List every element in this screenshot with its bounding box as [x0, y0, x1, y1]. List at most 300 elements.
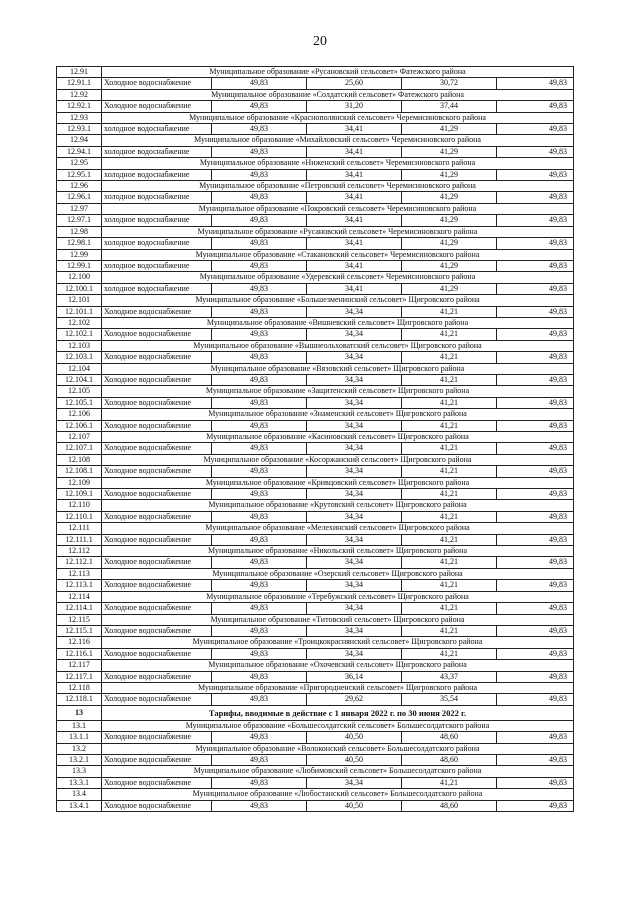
municipality-row [57, 317, 574, 328]
tariff-value: 49,83 [212, 306, 307, 317]
municipality-title: Муниципальное образование «Любимовский сельсовет» Большесолдатского района [102, 766, 574, 777]
row-code: 12.99 [57, 249, 102, 260]
row-code: 12.115 [57, 614, 102, 625]
table-row [57, 78, 574, 89]
tariff-value: 49,83 [497, 580, 574, 591]
section-row [57, 705, 574, 720]
municipality-title: Муниципальное образование «Озерский сельсовет» Щигровского района [102, 568, 574, 579]
row-code: 12.98 [57, 226, 102, 237]
tariff-value: 34,34 [307, 648, 402, 659]
service-name: Холодное водоснабжение [102, 466, 212, 477]
tariff-value: 34,41 [307, 192, 402, 203]
municipality-row [57, 340, 574, 351]
tariff-value: 34,34 [307, 306, 402, 317]
tariff-value: 49,83 [212, 777, 307, 788]
tariff-value: 49,83 [497, 146, 574, 157]
municipality-title: Муниципальное образование «Вязовский сельсовет» Щигровского района [102, 363, 574, 374]
municipality-title: Муниципальное образование «Солдатский сельсовет» Фатежского района [102, 89, 574, 100]
row-code: 12.93 [57, 112, 102, 123]
tariff-value: 49,83 [497, 557, 574, 568]
municipality-title: Муниципальное образование «Титовский сельсовет» Щигровского района [102, 614, 574, 625]
table-row [57, 238, 574, 249]
municipality-row [57, 203, 574, 214]
tariff-value: 49,83 [212, 443, 307, 454]
municipality-title: Муниципальное образование «Троицкокраснянский сельсовет» Щигровского района [102, 637, 574, 648]
tariff-value: 49,83 [212, 754, 307, 765]
service-name: Холодное водоснабжение [102, 557, 212, 568]
tariff-value: 34,34 [307, 397, 402, 408]
tariff-value: 34,34 [307, 466, 402, 477]
row-code: 12.108.1 [57, 466, 102, 477]
municipality-title: Муниципальное образование «Русановский сельсовет» Черемисиновского района [102, 226, 574, 237]
tariff-value: 31,20 [307, 101, 402, 112]
table-row [57, 306, 574, 317]
tariff-value: 40,50 [307, 732, 402, 743]
tariff-value: 43,37 [402, 671, 497, 682]
tariff-value: 41,29 [402, 238, 497, 249]
tariff-value: 49,83 [212, 78, 307, 89]
table-row [57, 101, 574, 112]
tariff-value: 48,60 [402, 800, 497, 811]
municipality-row [57, 614, 574, 625]
municipality-title: Муниципальное образование «Удеревский сельсовет» Черемисиновского района [102, 272, 574, 283]
service-name: Холодное водоснабжение [102, 694, 212, 705]
tariff-value: 34,41 [307, 238, 402, 249]
row-code: 13.4 [57, 789, 102, 800]
municipality-title: Муниципальное образование «Пригородненский сельсовет» Щигровского района [102, 682, 574, 693]
tariff-value: 49,83 [497, 352, 574, 363]
tariff-value: 34,34 [307, 603, 402, 614]
municipality-title: Муниципальное образование «Ниженский сельсовет» Черемисиновского района [102, 158, 574, 169]
table-row [57, 352, 574, 363]
row-code: 12.112.1 [57, 557, 102, 568]
row-code: 12.118 [57, 682, 102, 693]
municipality-row [57, 789, 574, 800]
municipality-row [57, 660, 574, 671]
service-name: Холодное водоснабжение [102, 420, 212, 431]
service-name: Холодное водоснабжение [102, 101, 212, 112]
service-name: Холодное водоснабжение [102, 534, 212, 545]
row-code: 12.107.1 [57, 443, 102, 454]
row-code: 12.110.1 [57, 511, 102, 522]
row-code: 12.113.1 [57, 580, 102, 591]
tariff-value: 41,21 [402, 603, 497, 614]
tariff-value: 49,83 [212, 101, 307, 112]
table-row [57, 511, 574, 522]
municipality-row [57, 181, 574, 192]
tariff-value: 41,29 [402, 169, 497, 180]
tariff-value: 34,34 [307, 534, 402, 545]
row-code: 12.116 [57, 637, 102, 648]
row-code: 12.91.1 [57, 78, 102, 89]
municipality-title: Муниципальное образование «Косоржанский сельсовет» Щигровского района [102, 454, 574, 465]
tariff-value: 41,21 [402, 466, 497, 477]
municipality-title: Муниципальное образование «Знаменский сельсовет» Щигровского района [102, 409, 574, 420]
tariff-value: 49,83 [497, 420, 574, 431]
tariff-value: 41,21 [402, 352, 497, 363]
tariff-value: 49,83 [212, 238, 307, 249]
row-code: 12.96 [57, 181, 102, 192]
municipality-title: Муниципальное образование «Стакановский сельсовет» Черемисиновского района [102, 249, 574, 260]
tariff-value: 34,34 [307, 420, 402, 431]
tariff-table-body [57, 67, 574, 812]
municipality-row [57, 386, 574, 397]
tariff-value: 49,83 [497, 625, 574, 636]
tariff-value: 41,29 [402, 215, 497, 226]
tariff-value: 34,41 [307, 146, 402, 157]
tariff-value: 49,83 [212, 694, 307, 705]
tariff-value: 49,83 [497, 534, 574, 545]
tariff-value: 41,21 [402, 374, 497, 385]
table-row [57, 420, 574, 431]
service-name: Холодное водоснабжение [102, 397, 212, 408]
row-code: 13.1.1 [57, 732, 102, 743]
row-code: 12.117 [57, 660, 102, 671]
table-row [57, 580, 574, 591]
tariff-value: 34,34 [307, 580, 402, 591]
tariff-value: 49,83 [212, 580, 307, 591]
tariff-value: 34,34 [307, 329, 402, 340]
tariff-table [56, 66, 574, 812]
row-code: 13.4.1 [57, 800, 102, 811]
table-row [57, 603, 574, 614]
row-code: 12.104 [57, 363, 102, 374]
municipality-title: Муниципальное образование «Волоконский сельсовет» Большесолдатского района [102, 743, 574, 754]
municipality-title: Муниципальное образование «Кривцовский сельсовет» Щигровского района [102, 477, 574, 488]
row-code: 12.102.1 [57, 329, 102, 340]
service-name: холодное водоснабжение [102, 215, 212, 226]
service-name: Холодное водоснабжение [102, 648, 212, 659]
tariff-value: 34,41 [307, 215, 402, 226]
row-code: 12.112 [57, 546, 102, 557]
tariff-value: 41,29 [402, 260, 497, 271]
municipality-title: Муниципальное образование «Покровский сельсовет» Черемисиновского района [102, 203, 574, 214]
tariff-value: 41,21 [402, 648, 497, 659]
tariff-value: 34,34 [307, 777, 402, 788]
tariff-value: 40,50 [307, 754, 402, 765]
tariff-value: 49,83 [497, 443, 574, 454]
tariff-value: 34,41 [307, 124, 402, 135]
row-code: 12.116.1 [57, 648, 102, 659]
municipality-row [57, 500, 574, 511]
tariff-value: 49,83 [212, 397, 307, 408]
table-row [57, 443, 574, 454]
tariff-value: 49,83 [497, 671, 574, 682]
municipality-row [57, 591, 574, 602]
tariff-value: 30,72 [402, 78, 497, 89]
municipality-title: Муниципальное образование «Русановский сельсовет» Фатежского района [102, 67, 574, 78]
tariff-value: 34,41 [307, 260, 402, 271]
row-code: 12.105 [57, 386, 102, 397]
municipality-row [57, 272, 574, 283]
tariff-value: 41,21 [402, 580, 497, 591]
service-name: Холодное водоснабжение [102, 732, 212, 743]
tariff-value: 49,83 [212, 352, 307, 363]
tariff-value: 49,83 [212, 329, 307, 340]
row-code: 12.107 [57, 432, 102, 443]
row-code: 13.1 [57, 720, 102, 731]
municipality-title: Муниципальное образование «Никольский сельсовет» Щигровского района [102, 546, 574, 557]
tariff-value: 49,83 [212, 625, 307, 636]
municipality-title: Муниципальное образование «Любостанский сельсовет» Большесолдатского района [102, 789, 574, 800]
tariff-value: 49,83 [212, 466, 307, 477]
tariff-value: 49,83 [497, 192, 574, 203]
tariff-value: 49,83 [497, 603, 574, 614]
municipality-row [57, 295, 574, 306]
service-name: Холодное водоснабжение [102, 78, 212, 89]
municipality-row [57, 682, 574, 693]
tariff-value: 41,21 [402, 511, 497, 522]
tariff-value: 41,29 [402, 146, 497, 157]
tariff-value: 34,34 [307, 443, 402, 454]
row-code: 12.96.1 [57, 192, 102, 203]
service-name: Холодное водоснабжение [102, 777, 212, 788]
service-name: холодное водоснабжение [102, 260, 212, 271]
table-row [57, 489, 574, 500]
tariff-value: 49,83 [212, 420, 307, 431]
table-row [57, 329, 574, 340]
service-name: Холодное водоснабжение [102, 511, 212, 522]
municipality-row [57, 363, 574, 374]
tariff-value: 49,83 [497, 215, 574, 226]
municipality-row [57, 409, 574, 420]
tariff-value: 49,83 [212, 534, 307, 545]
row-code: 12.104.1 [57, 374, 102, 385]
table-row [57, 625, 574, 636]
table-row [57, 192, 574, 203]
table-row [57, 215, 574, 226]
row-code: 12.102 [57, 317, 102, 328]
tariff-value: 49,83 [212, 557, 307, 568]
service-name: Холодное водоснабжение [102, 671, 212, 682]
row-code: 12.101.1 [57, 306, 102, 317]
row-code: 12.111 [57, 523, 102, 534]
row-code: 12.97 [57, 203, 102, 214]
municipality-row [57, 477, 574, 488]
tariff-value: 49,83 [497, 124, 574, 135]
row-code: 12.92.1 [57, 101, 102, 112]
tariff-value: 41,21 [402, 306, 497, 317]
row-code: 12.118.1 [57, 694, 102, 705]
table-row [57, 169, 574, 180]
row-code: 12.106.1 [57, 420, 102, 431]
table-row [57, 648, 574, 659]
tariff-value: 41,21 [402, 329, 497, 340]
row-code: 12.101 [57, 295, 102, 306]
municipality-title: Муниципальное образование «Большезменинский сельсовет» Щигровского района [102, 295, 574, 306]
tariff-value: 49,83 [497, 374, 574, 385]
tariff-value: 49,83 [497, 489, 574, 500]
service-name: Холодное водоснабжение [102, 800, 212, 811]
municipality-title: Муниципальное образование «Петровский сельсовет» Черемисиновского района [102, 181, 574, 192]
service-name: холодное водоснабжение [102, 238, 212, 249]
tariff-value: 49,83 [497, 306, 574, 317]
tariff-value: 41,21 [402, 397, 497, 408]
municipality-title: Муниципальное образование «Вишневский сельсовет» Щигровского района [102, 317, 574, 328]
tariff-value: 41,29 [402, 124, 497, 135]
tariff-value: 49,83 [497, 800, 574, 811]
tariff-value: 49,83 [212, 671, 307, 682]
tariff-value: 49,83 [497, 732, 574, 743]
tariff-value: 49,83 [497, 329, 574, 340]
tariff-value: 48,60 [402, 732, 497, 743]
tariff-value: 49,83 [497, 260, 574, 271]
tariff-value: 34,34 [307, 625, 402, 636]
tariff-value: 25,60 [307, 78, 402, 89]
tariff-value: 34,34 [307, 511, 402, 522]
tariff-value: 49,83 [212, 260, 307, 271]
row-code: 12.100.1 [57, 283, 102, 294]
municipality-row [57, 432, 574, 443]
row-code: 12.97.1 [57, 215, 102, 226]
row-code: 12.115.1 [57, 625, 102, 636]
tariff-value: 41,21 [402, 534, 497, 545]
tariff-value: 49,83 [497, 283, 574, 294]
row-code: 12.92 [57, 89, 102, 100]
tariff-value: 49,83 [212, 192, 307, 203]
row-code: 13.2.1 [57, 754, 102, 765]
municipality-row [57, 637, 574, 648]
service-name: холодное водоснабжение [102, 192, 212, 203]
table-row [57, 124, 574, 135]
tariff-value: 48,60 [402, 754, 497, 765]
municipality-title: Муниципальное образование «Защитенский сельсовет» Щигровского района [102, 386, 574, 397]
municipality-title: Муниципальное образование «Касиновский сельсовет» Щигровского района [102, 432, 574, 443]
row-code: 12.113 [57, 568, 102, 579]
row-code: 12.100 [57, 272, 102, 283]
tariff-value: 49,83 [212, 283, 307, 294]
row-code: 12.91 [57, 67, 102, 78]
table-row [57, 283, 574, 294]
row-code: 12.105.1 [57, 397, 102, 408]
tariff-value: 34,34 [307, 374, 402, 385]
table-row [57, 732, 574, 743]
row-code: 12.94.1 [57, 146, 102, 157]
row-code: 12.103.1 [57, 352, 102, 363]
municipality-title: Муниципальное образование «Крутовский сельсовет» Щигровского района [102, 500, 574, 511]
row-code: 12.106 [57, 409, 102, 420]
service-name: холодное водоснабжение [102, 146, 212, 157]
service-name: холодное водоснабжение [102, 124, 212, 135]
municipality-row [57, 454, 574, 465]
row-code: 12.111.1 [57, 534, 102, 545]
municipality-row [57, 523, 574, 534]
row-code: 13.3 [57, 766, 102, 777]
municipality-title: Муниципальное образование «Вышнеольховатский сельсовет» Щигровского района [102, 340, 574, 351]
tariff-value: 49,83 [497, 777, 574, 788]
municipality-title: Муниципальное образование «Большесолдатский сельсовет» Большесолдатского района [102, 720, 574, 731]
service-name: Холодное водоснабжение [102, 603, 212, 614]
municipality-row [57, 766, 574, 777]
tariff-value: 29,62 [307, 694, 402, 705]
table-row [57, 374, 574, 385]
table-row [57, 754, 574, 765]
municipality-title: Муниципальное образование «Михайловский сельсовет» Черемисиновского района [102, 135, 574, 146]
municipality-title: Муниципальное образование «Теребужский сельсовет» Щигровского района [102, 591, 574, 602]
table-row [57, 260, 574, 271]
municipality-row [57, 112, 574, 123]
tariff-value: 49,83 [212, 800, 307, 811]
service-name: Холодное водоснабжение [102, 443, 212, 454]
tariff-value: 49,83 [497, 648, 574, 659]
municipality-title: Муниципальное образование «Краснополянский сельсовет» Черемисиновского района [102, 112, 574, 123]
table-row [57, 800, 574, 811]
row-code: 12.103 [57, 340, 102, 351]
row-code: 12.93.1 [57, 124, 102, 135]
municipality-title: Муниципальное образование «Мелехинский сельсовет» Щигровского района [102, 523, 574, 534]
table-row [57, 466, 574, 477]
tariff-value: 41,21 [402, 443, 497, 454]
tariff-value: 40,50 [307, 800, 402, 811]
municipality-row [57, 743, 574, 754]
table-row [57, 146, 574, 157]
tariff-value: 49,83 [497, 754, 574, 765]
tariff-value: 41,29 [402, 192, 497, 203]
tariff-value: 49,83 [497, 101, 574, 112]
service-name: Холодное водоснабжение [102, 306, 212, 317]
tariff-value: 41,21 [402, 420, 497, 431]
service-name: Холодное водоснабжение [102, 754, 212, 765]
municipality-title: Муниципальное образование «Охочевский сельсовет» Щигровского района [102, 660, 574, 671]
tariff-value: 49,83 [212, 374, 307, 385]
service-name: холодное водоснабжение [102, 283, 212, 294]
row-code: 12.95 [57, 158, 102, 169]
row-code: 13.3.1 [57, 777, 102, 788]
tariff-value: 34,41 [307, 283, 402, 294]
municipality-row [57, 546, 574, 557]
tariff-value: 49,83 [212, 146, 307, 157]
table-row [57, 671, 574, 682]
row-code: 12.95.1 [57, 169, 102, 180]
row-code: 12.109.1 [57, 489, 102, 500]
tariff-value: 49,83 [212, 732, 307, 743]
municipality-row [57, 249, 574, 260]
tariff-value: 49,83 [212, 215, 307, 226]
row-code: 12.98.1 [57, 238, 102, 249]
tariff-value: 41,29 [402, 283, 497, 294]
tariff-value: 34,34 [307, 557, 402, 568]
tariff-value: 37,44 [402, 101, 497, 112]
tariff-value: 49,83 [212, 169, 307, 180]
row-code: 12.110 [57, 500, 102, 511]
tariff-value: 49,83 [497, 511, 574, 522]
page-number: 20 [313, 34, 327, 49]
section-title: Тарифы, вводимые в действие с 1 января 2022 г. по 30 июня 2022 г. [102, 705, 574, 720]
table-row [57, 557, 574, 568]
municipality-row [57, 720, 574, 731]
service-name: Холодное водоснабжение [102, 352, 212, 363]
service-name: Холодное водоснабжение [102, 374, 212, 385]
row-code: 13 [57, 705, 102, 720]
tariff-value: 49,83 [497, 466, 574, 477]
service-name: Холодное водоснабжение [102, 489, 212, 500]
service-name: Холодное водоснабжение [102, 329, 212, 340]
row-code: 12.94 [57, 135, 102, 146]
tariff-value: 36,14 [307, 671, 402, 682]
service-name: холодное водоснабжение [102, 169, 212, 180]
tariff-value: 49,83 [497, 78, 574, 89]
tariff-value: 49,83 [497, 238, 574, 249]
table-row [57, 397, 574, 408]
tariff-value: 41,21 [402, 625, 497, 636]
tariff-value: 34,34 [307, 352, 402, 363]
municipality-row [57, 89, 574, 100]
municipality-row [57, 67, 574, 78]
tariff-value: 34,34 [307, 489, 402, 500]
row-code: 12.114 [57, 591, 102, 602]
row-code: 12.109 [57, 477, 102, 488]
row-code: 12.114.1 [57, 603, 102, 614]
